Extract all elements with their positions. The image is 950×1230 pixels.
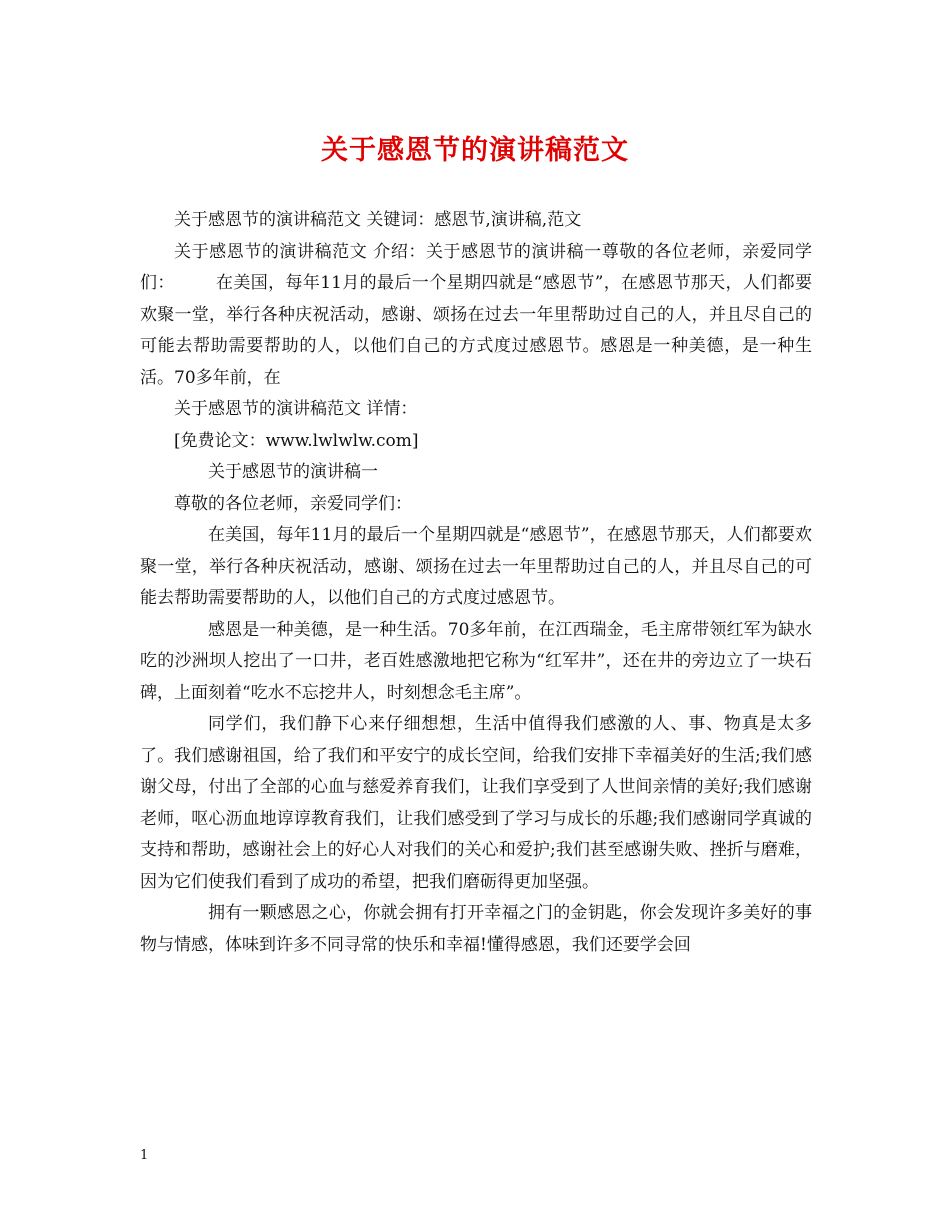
speech-paragraph-1: 在美国，每年11月的最后一个星期四就是“感恩节”，在感恩节那天，人们都要欢聚一堂，举行各种庆祝活动，感谢、颂扬在过去一年里帮助过自己的人，并且尽自己的可能去帮助需要帮助的人，以他们自己的方式度过感恩节。 <box>140 525 812 608</box>
document-body <box>140 205 812 961</box>
keywords-line: 关于感恩节的演讲稿范文 关键词：感恩节,演讲稿,范文 <box>174 210 582 230</box>
intro-paragraph <box>140 237 812 395</box>
details-line: 关于感恩节的演讲稿范文 详情： <box>174 399 418 419</box>
source-link[interactable]: [免费论文：www.lwlwlw.com] <box>174 430 419 451</box>
page-number: 1 <box>140 1148 149 1163</box>
speech-paragraph-3: 同学们，我们静下心来仔细想想，生活中值得我们感激的人、事、物真是太多了。我们感谢祖国，给了我们和平安宁的成长空间，给我们安排下幸福美好的生活;我们感谢父母，付出了全部的心血与慈爱养育我们，让我们享受到了人世间亲情的美好;我们感谢老师，呕心沥血地谆谆教育我们，让我们感受到了学习与成长的乐趣;我们感谢同学真诚的支持和帮助，感谢社会上的好心人对我们的关心和爱护;我们甚至感谢失败、挫折与磨难，因为它们使我们看到了成功的希望，把我们磨砺得更加坚强。 <box>140 714 812 892</box>
intro-lead: 关于感恩节的演讲稿范文 介绍：关于感恩节的演讲稿一尊敬的各位老师，亲爱同学们： <box>140 241 812 293</box>
document-title: 关于感恩节的演讲稿范文 <box>321 135 629 166</box>
speech-paragraph-4: 拥有一颗感恩之心，你就会拥有打开幸福之门的金钥匙，你会发现许多美好的事物与情感，体味到许多不同寻常的快乐和幸福!懂得感恩，我们还要学会回 <box>140 903 812 955</box>
speech-title: 关于感恩节的演讲稿一 <box>208 462 378 482</box>
intro-summary: 在美国，每年11月的最后一个星期四就是“感恩节”，在感恩节那天，人们都要欢聚一堂，举行各种庆祝活动，感谢、颂扬在过去一年里帮助过自己的人，并且尽自己的可能去帮助需要帮助的人，以他们自己的方式度过感恩节。感恩是一种美德，是一种生活。70多年前，在 <box>140 273 813 388</box>
speech-paragraph-2: 感恩是一种美德，是一种生活。70多年前，在江西瑞金，毛主席带领红军为缺水吃的沙洲坝人挖出了一口井，老百姓感激地把它称为“红军井”，还在井的旁边立了一块石碑，上面刻着“吃水不忘挖井人，时刻想念毛主席”。 <box>140 619 812 703</box>
speech-greeting: 尊敬的各位老师，亲爱同学们： <box>174 493 412 514</box>
